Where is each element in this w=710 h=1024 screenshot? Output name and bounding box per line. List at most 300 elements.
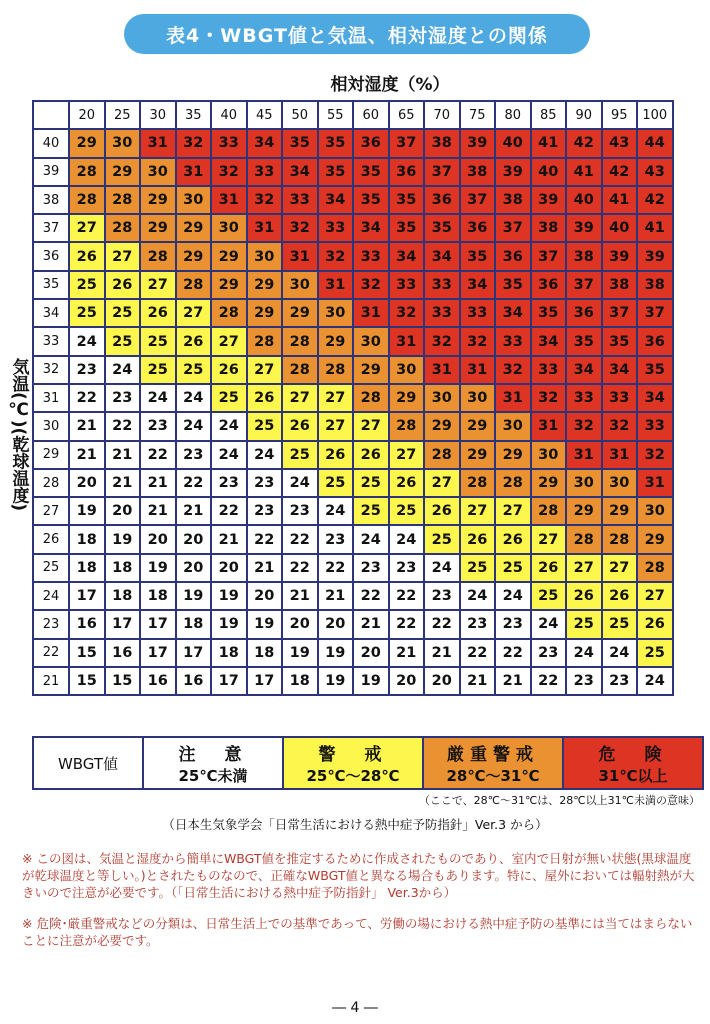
wbgt-cell: 30: [176, 186, 212, 214]
wbgt-cell: 23: [105, 384, 141, 412]
temperature-header: 40: [33, 129, 69, 157]
wbgt-cell: 19: [69, 497, 105, 525]
humidity-header: 85: [531, 101, 567, 129]
wbgt-cell: 39: [531, 186, 567, 214]
wbgt-cell: 28: [495, 469, 531, 497]
wbgt-cell: 31: [531, 412, 567, 440]
wbgt-cell: 23: [282, 497, 318, 525]
wbgt-table: [32, 100, 674, 696]
wbgt-cell: 33: [424, 271, 460, 299]
wbgt-cell: 23: [531, 639, 567, 667]
wbgt-cell: 26: [318, 441, 354, 469]
wbgt-cell: 35: [389, 186, 425, 214]
wbgt-cell: 29: [176, 214, 212, 242]
wbgt-cell: 39: [637, 242, 673, 270]
page-title: 表4・WBGT値と気温、相対湿度との関係: [124, 14, 590, 54]
humidity-header: 80: [495, 101, 531, 129]
wbgt-cell: 20: [389, 667, 425, 695]
wbgt-cell: 24: [282, 469, 318, 497]
wbgt-cell: 29: [176, 242, 212, 270]
wbgt-cell: 38: [460, 158, 496, 186]
wbgt-cell: 17: [140, 610, 176, 638]
wbgt-cell: 25: [460, 554, 496, 582]
legend-level-range: 25℃～28℃: [306, 767, 400, 785]
wbgt-cell: 27: [318, 412, 354, 440]
wbgt-cell: 18: [211, 639, 247, 667]
temperature-header: 28: [33, 469, 69, 497]
wbgt-cell: 24: [140, 384, 176, 412]
wbgt-cell: 35: [282, 129, 318, 157]
wbgt-cell: 26: [424, 497, 460, 525]
wbgt-cell: 29: [389, 384, 425, 412]
wbgt-cell: 33: [637, 412, 673, 440]
wbgt-cell: 23: [566, 667, 602, 695]
wbgt-cell: 28: [460, 469, 496, 497]
wbgt-cell: 23: [602, 667, 638, 695]
wbgt-cell: 26: [211, 356, 247, 384]
wbgt-cell: 19: [211, 610, 247, 638]
header-row: [33, 101, 673, 129]
wbgt-cell: 16: [140, 667, 176, 695]
wbgt-cell: 17: [140, 639, 176, 667]
wbgt-cell: 31: [353, 299, 389, 327]
wbgt-cell: 19: [140, 554, 176, 582]
humidity-header: 100: [637, 101, 673, 129]
wbgt-cell: 23: [318, 525, 354, 553]
table-row: [33, 186, 673, 214]
table-row: [33, 525, 673, 553]
wbgt-cell: 26: [566, 582, 602, 610]
table-row: [33, 129, 673, 157]
wbgt-cell: 22: [460, 639, 496, 667]
humidity-header: 35: [176, 101, 212, 129]
temperature-header: 31: [33, 384, 69, 412]
wbgt-cell: 24: [176, 412, 212, 440]
wbgt-cell: 29: [637, 525, 673, 553]
wbgt-cell: 22: [424, 610, 460, 638]
wbgt-cell: 24: [460, 582, 496, 610]
humidity-header: 20: [69, 101, 105, 129]
wbgt-cell: 24: [424, 554, 460, 582]
table-row: [33, 497, 673, 525]
wbgt-cell: 27: [353, 412, 389, 440]
temperature-header: 39: [33, 158, 69, 186]
wbgt-cell: 16: [176, 667, 212, 695]
legend-level-range: 25℃未満: [178, 767, 248, 785]
wbgt-cell: 29: [566, 497, 602, 525]
wbgt-cell: 21: [353, 610, 389, 638]
wbgt-cell: 25: [495, 554, 531, 582]
legend-note: （ここで、28℃～31℃は、28℃以上31℃未満の意味）: [418, 794, 700, 807]
wbgt-cell: 25: [353, 469, 389, 497]
wbgt-cell: 27: [318, 384, 354, 412]
wbgt-cell: 34: [495, 299, 531, 327]
wbgt-cell: 43: [602, 129, 638, 157]
wbgt-cell: 21: [495, 667, 531, 695]
wbgt-cell: 43: [637, 158, 673, 186]
wbgt-cell: 26: [460, 525, 496, 553]
wbgt-cell: 21: [318, 582, 354, 610]
wbgt-cell: 15: [69, 639, 105, 667]
wbgt-cell: 32: [389, 299, 425, 327]
temperature-header: 26: [33, 525, 69, 553]
wbgt-cell: 30: [105, 129, 141, 157]
wbgt-cell: 28: [602, 525, 638, 553]
source-citation: （日本生気象学会「日常生活における熱中症予防指針」Ver.3 から）: [162, 817, 548, 832]
wbgt-cell: 25: [105, 299, 141, 327]
wbgt-cell: 38: [602, 271, 638, 299]
table-row: [33, 158, 673, 186]
wbgt-cell: 35: [424, 214, 460, 242]
wbgt-cell: 31: [389, 327, 425, 355]
humidity-header: 50: [282, 101, 318, 129]
wbgt-cell: 32: [176, 129, 212, 157]
wbgt-cell: 26: [282, 412, 318, 440]
wbgt-cell: 27: [531, 525, 567, 553]
wbgt-cell: 26: [531, 554, 567, 582]
wbgt-cell: 28: [389, 412, 425, 440]
wbgt-cell: 18: [282, 667, 318, 695]
wbgt-cell: 29: [140, 214, 176, 242]
wbgt-cell: 33: [247, 158, 283, 186]
wbgt-cell: 25: [247, 412, 283, 440]
wbgt-cell: 38: [495, 186, 531, 214]
note-paragraph: ※ 危険･厳重警戒などの分類は、日常生活上での基準であって、労働の場における熱中症予防の基準には当てはまらないことに注意が必要です。: [22, 916, 693, 948]
wbgt-cell: 23: [247, 497, 283, 525]
wbgt-cell: 40: [531, 158, 567, 186]
wbgt-cell: 41: [566, 158, 602, 186]
wbgt-cell: 37: [602, 299, 638, 327]
wbgt-cell: 30: [602, 469, 638, 497]
wbgt-cell: 19: [353, 667, 389, 695]
wbgt-cell: 30: [424, 384, 460, 412]
table-row: [33, 441, 673, 469]
wbgt-cell: 29: [211, 271, 247, 299]
temperature-header: 29: [33, 441, 69, 469]
wbgt-cell: 28: [637, 554, 673, 582]
wbgt-cell: 18: [105, 582, 141, 610]
wbgt-cell: 26: [602, 582, 638, 610]
wbgt-cell: 32: [460, 327, 496, 355]
wbgt-cell: 19: [105, 525, 141, 553]
wbgt-cell: 32: [424, 327, 460, 355]
wbgt-cell: 20: [140, 525, 176, 553]
wbgt-cell: 18: [176, 610, 212, 638]
temperature-header: 25: [33, 554, 69, 582]
wbgt-cell: 23: [495, 610, 531, 638]
wbgt-cell: 18: [69, 525, 105, 553]
wbgt-cell: 21: [424, 639, 460, 667]
wbgt-cell: 27: [389, 441, 425, 469]
wbgt-cell: 27: [176, 299, 212, 327]
temperature-header: 38: [33, 186, 69, 214]
humidity-header: 70: [424, 101, 460, 129]
wbgt-cell: 28: [353, 384, 389, 412]
wbgt-cell: 23: [211, 469, 247, 497]
wbgt-cell: 26: [495, 525, 531, 553]
y-axis-label: 気温(℃)(乾球温度): [8, 358, 29, 512]
wbgt-cell: 27: [247, 356, 283, 384]
wbgt-cell: 21: [460, 667, 496, 695]
wbgt-cell: 25: [69, 271, 105, 299]
wbgt-cell: 25: [353, 497, 389, 525]
wbgt-cell: 24: [211, 441, 247, 469]
wbgt-cell: 31: [566, 441, 602, 469]
wbgt-cell: 23: [140, 412, 176, 440]
temperature-header: 24: [33, 582, 69, 610]
wbgt-cell: 19: [211, 582, 247, 610]
table-row: [33, 469, 673, 497]
wbgt-cell: 33: [460, 299, 496, 327]
wbgt-cell: 21: [247, 554, 283, 582]
wbgt-cell: 24: [602, 639, 638, 667]
notes: [22, 850, 702, 963]
wbgt-cell: 17: [176, 639, 212, 667]
wbgt-cell: 28: [211, 299, 247, 327]
wbgt-cell: 18: [140, 582, 176, 610]
wbgt-cell: 27: [495, 497, 531, 525]
legend-level-name: 注 意: [178, 745, 248, 765]
wbgt-cell: 42: [637, 186, 673, 214]
wbgt-cell: 25: [140, 327, 176, 355]
wbgt-cell: 30: [566, 469, 602, 497]
wbgt-cell: 40: [566, 186, 602, 214]
wbgt-cell: 32: [318, 242, 354, 270]
wbgt-cell: 29: [247, 271, 283, 299]
legend-level-range: 28℃～31℃: [446, 767, 540, 785]
wbgt-cell: 37: [637, 299, 673, 327]
wbgt-cell: 32: [566, 412, 602, 440]
wbgt-cell: 31: [637, 469, 673, 497]
wbgt-cell: 26: [69, 242, 105, 270]
wbgt-cell: 25: [318, 469, 354, 497]
wbgt-cell: 29: [602, 497, 638, 525]
wbgt-cell: 37: [424, 158, 460, 186]
wbgt-cell: 25: [69, 299, 105, 327]
wbgt-cell: 33: [531, 356, 567, 384]
wbgt-cell: 27: [69, 214, 105, 242]
humidity-header: 45: [247, 101, 283, 129]
wbgt-cell: 28: [318, 356, 354, 384]
wbgt-cell: 20: [176, 554, 212, 582]
humidity-header: 90: [566, 101, 602, 129]
wbgt-cell: 22: [389, 582, 425, 610]
wbgt-cell: 28: [247, 327, 283, 355]
wbgt-cell: 44: [637, 129, 673, 157]
wbgt-cell: 29: [495, 441, 531, 469]
table-row: [33, 412, 673, 440]
wbgt-cell: 33: [424, 299, 460, 327]
wbgt-cell: 29: [353, 356, 389, 384]
wbgt-cell: 35: [389, 214, 425, 242]
wbgt-cell: 19: [318, 639, 354, 667]
wbgt-cell: 25: [176, 356, 212, 384]
table-row: [33, 384, 673, 412]
temperature-header: 36: [33, 242, 69, 270]
wbgt-cell: 21: [140, 497, 176, 525]
wbgt-cell: 32: [637, 441, 673, 469]
wbgt-cell: 23: [389, 554, 425, 582]
wbgt-cell: 34: [602, 356, 638, 384]
wbgt-cell: 21: [211, 525, 247, 553]
wbgt-cell: 24: [318, 497, 354, 525]
wbgt-cell: 39: [566, 214, 602, 242]
wbgt-cell: 37: [389, 129, 425, 157]
wbgt-cell: 25: [389, 497, 425, 525]
wbgt-cell: 28: [531, 497, 567, 525]
temperature-header: 21: [33, 667, 69, 695]
wbgt-cell: 31: [424, 356, 460, 384]
wbgt-cell: 29: [318, 327, 354, 355]
wbgt-cell: 30: [247, 242, 283, 270]
wbgt-cell: 25: [105, 327, 141, 355]
legend: [32, 736, 704, 790]
wbgt-cell: 27: [637, 582, 673, 610]
wbgt-cell: 21: [140, 469, 176, 497]
wbgt-cell: 20: [105, 497, 141, 525]
wbgt-cell: 24: [389, 525, 425, 553]
wbgt-cell: 21: [69, 441, 105, 469]
wbgt-cell: 34: [247, 129, 283, 157]
wbgt-cell: 28: [69, 158, 105, 186]
temperature-header: 35: [33, 271, 69, 299]
wbgt-cell: 27: [282, 384, 318, 412]
legend-warning: [282, 738, 422, 788]
wbgt-cell: 22: [389, 610, 425, 638]
wbgt-cell: 22: [176, 469, 212, 497]
humidity-header: 40: [211, 101, 247, 129]
wbgt-cell: 15: [105, 667, 141, 695]
wbgt-cell: 24: [637, 667, 673, 695]
wbgt-cell: 32: [495, 356, 531, 384]
table-row: [33, 610, 673, 638]
wbgt-cell: 39: [495, 158, 531, 186]
wbgt-cell: 27: [105, 242, 141, 270]
wbgt-cell: 34: [424, 242, 460, 270]
wbgt-cell: 24: [531, 610, 567, 638]
wbgt-cell: 24: [495, 582, 531, 610]
wbgt-cell: 31: [176, 158, 212, 186]
wbgt-cell: 26: [353, 441, 389, 469]
wbgt-cell: 35: [637, 356, 673, 384]
wbgt-cell: 17: [211, 667, 247, 695]
wbgt-cell: 41: [531, 129, 567, 157]
wbgt-cell: 30: [531, 441, 567, 469]
table-row: [33, 271, 673, 299]
legend-header: WBGT値: [57, 754, 119, 773]
wbgt-cell: 24: [211, 412, 247, 440]
wbgt-cell: 33: [318, 214, 354, 242]
wbgt-cell: 38: [637, 271, 673, 299]
wbgt-cell: 35: [602, 327, 638, 355]
wbgt-cell: 38: [566, 242, 602, 270]
wbgt-cell: 24: [353, 525, 389, 553]
wbgt-cell: 25: [140, 356, 176, 384]
wbgt-cell: 23: [247, 469, 283, 497]
wbgt-cell: 38: [424, 129, 460, 157]
wbgt-cell: 33: [389, 271, 425, 299]
humidity-header: 55: [318, 101, 354, 129]
wbgt-cell: 20: [282, 610, 318, 638]
wbgt-cell: 33: [602, 384, 638, 412]
wbgt-cell: 23: [353, 554, 389, 582]
wbgt-cell: 36: [531, 271, 567, 299]
wbgt-cell: 21: [69, 412, 105, 440]
wbgt-cell: 22: [140, 441, 176, 469]
wbgt-cell: 34: [282, 158, 318, 186]
wbgt-cell: 29: [531, 469, 567, 497]
wbgt-cell: 32: [531, 384, 567, 412]
wbgt-cell: 37: [495, 214, 531, 242]
legend-level-name: 厳重警戒: [447, 745, 539, 765]
wbgt-cell: 29: [69, 129, 105, 157]
wbgt-cell: 42: [602, 158, 638, 186]
wbgt-cell: 26: [637, 610, 673, 638]
temperature-header: 23: [33, 610, 69, 638]
wbgt-cell: 26: [105, 271, 141, 299]
wbgt-cell: 25: [424, 525, 460, 553]
wbgt-cell: 39: [602, 242, 638, 270]
temperature-header: 32: [33, 356, 69, 384]
wbgt-cell: 29: [140, 186, 176, 214]
wbgt-cell: 21: [105, 469, 141, 497]
wbgt-cell: 30: [282, 271, 318, 299]
wbgt-cell: 36: [389, 158, 425, 186]
wbgt-cell: 37: [531, 242, 567, 270]
wbgt-cell: 30: [495, 412, 531, 440]
wbgt-cell: 30: [211, 214, 247, 242]
temperature-header: 22: [33, 639, 69, 667]
wbgt-cell: 35: [353, 186, 389, 214]
wbgt-cell: 30: [353, 327, 389, 355]
wbgt-cell: 20: [318, 610, 354, 638]
wbgt-cell: 27: [211, 327, 247, 355]
wbgt-cell: 34: [318, 186, 354, 214]
wbgt-cell: 31: [211, 186, 247, 214]
wbgt-cell: 19: [176, 582, 212, 610]
wbgt-cell: 34: [353, 214, 389, 242]
legend-level-range: 31℃以上: [598, 767, 668, 785]
wbgt-cell: 36: [424, 186, 460, 214]
wbgt-cell: 30: [460, 384, 496, 412]
wbgt-cell: 24: [69, 327, 105, 355]
wbgt-cell: 16: [105, 639, 141, 667]
wbgt-cell: 35: [566, 327, 602, 355]
table-row: [33, 667, 673, 695]
wbgt-cell: 23: [69, 356, 105, 384]
wbgt-cell: 28: [105, 186, 141, 214]
wbgt-cell: 30: [637, 497, 673, 525]
wbgt-cell: 35: [318, 158, 354, 186]
wbgt-cell: 34: [637, 384, 673, 412]
wbgt-cell: 34: [389, 242, 425, 270]
wbgt-cell: 33: [566, 384, 602, 412]
wbgt-cell: 19: [318, 667, 354, 695]
wbgt-cell: 25: [637, 639, 673, 667]
humidity-header: 95: [602, 101, 638, 129]
wbgt-cell: 33: [353, 242, 389, 270]
table-row: [33, 356, 673, 384]
wbgt-cell: 36: [566, 299, 602, 327]
wbgt-cell: 34: [460, 271, 496, 299]
wbgt-cell: 22: [353, 582, 389, 610]
wbgt-cell: 31: [318, 271, 354, 299]
humidity-header: 25: [105, 101, 141, 129]
wbgt-cell: 35: [460, 242, 496, 270]
wbgt-cell: 28: [566, 525, 602, 553]
table-row: [33, 242, 673, 270]
wbgt-cell: 38: [531, 214, 567, 242]
